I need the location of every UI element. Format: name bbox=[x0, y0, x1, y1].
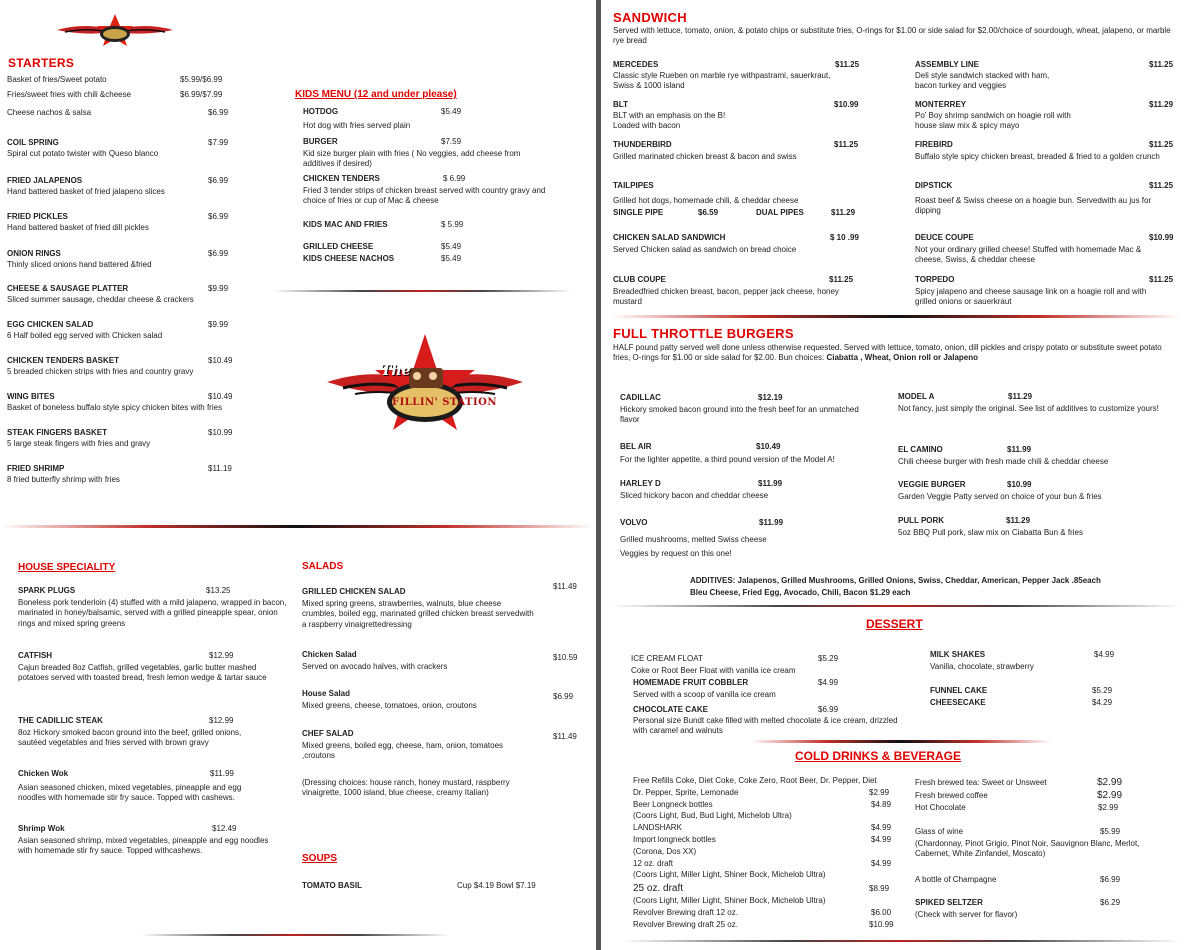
sandwich-right-price-0: $11.25 bbox=[1149, 60, 1174, 69]
dessert-right-price-1: $5.29 bbox=[1092, 686, 1113, 695]
drink-right-price-1: $2.99 bbox=[1097, 790, 1123, 801]
drink-right-price-6: $6.29 bbox=[1100, 898, 1121, 907]
house-desc-3: Asian seasoned chicken, mixed vegetables, pineapple and egg noodles with homemade stir fry sauce. Topped with cashews. bbox=[18, 783, 242, 803]
kids-name-1: BURGER bbox=[303, 137, 338, 146]
burger-right-desc-3: 5oz BBQ Pull pork, slaw mix on Ciabatta Bun & fries bbox=[898, 528, 1083, 537]
starter-price-9: $10.49 bbox=[208, 356, 233, 365]
drink-left-price-9: $8.99 bbox=[869, 884, 890, 894]
dessert-right-price-2: $4.29 bbox=[1092, 698, 1113, 707]
starter-desc-6: Thinly sliced onions hand battered &fried bbox=[7, 260, 152, 269]
drink-right-text-2: Hot Chocolate bbox=[915, 803, 966, 812]
burger-right-price-2: $10.99 bbox=[1007, 480, 1032, 489]
sandwich-right-desc-3: Roast beef & Swiss cheese on a hoagie bun. Servedwith au jus for dipping bbox=[915, 196, 1152, 216]
drink-left-row bbox=[633, 882, 898, 896]
drink-left-text-8: (Coors Light, Miller Light, Shiner Bock, Michelob Ultra) bbox=[633, 870, 826, 880]
sandwich-left-desc-2: Grilled marinated chicken breast & bacon and swiss bbox=[613, 152, 797, 161]
soup-price: Cup $4.19 Bowl $7.19 bbox=[457, 881, 536, 890]
sandwich-right-name-0: ASSEMBLY LINE bbox=[915, 60, 980, 69]
sandwich-right-desc-1: Po' Boy shrimp sandwich on hoagie roll with house slaw mix & spicy mayo bbox=[915, 111, 1071, 131]
sandwich-right-name-3: DIPSTICK bbox=[915, 181, 953, 190]
drink-left-text-9: 25 oz. draft bbox=[633, 883, 684, 895]
burger-left-price-3: $11.99 bbox=[759, 518, 784, 527]
drink-left-text-10: (Coors Light, Miller Light, Shiner Bock, Michelob Ultra) bbox=[633, 896, 826, 906]
house-name-4: Shrimp Wok bbox=[18, 824, 65, 833]
starter-desc-10: Basket of boneless buffalo style spicy chicken bites with fries bbox=[7, 403, 223, 412]
drink-left-row bbox=[633, 920, 898, 933]
kids-desc-1: Kid size burger plain with fries ( No veggies, add cheese from additives if desired) bbox=[303, 149, 521, 169]
burger-right-price-3: $11.29 bbox=[1006, 516, 1031, 525]
logo-small bbox=[55, 12, 175, 48]
house-desc-1: Cajun breaded 8oz Catfish, grilled vegetables, garlic butter mashed potatoes served with toasted bread, fresh lemon wedge & tartar sauce bbox=[18, 663, 267, 683]
salad-price-3: $11.49 bbox=[553, 732, 577, 741]
drink-left-price-11: $6.00 bbox=[871, 907, 892, 917]
salad-desc-3: Mixed greens, boiled egg, cheese, ham, onion, tomatoes ,croutons bbox=[302, 741, 504, 761]
drink-left-row bbox=[633, 870, 898, 882]
burger-left-desc-3: Grilled mushrooms, melted Swiss cheese Veggies by request on this one! bbox=[620, 535, 767, 558]
drink-left-price-2: $4.89 bbox=[871, 799, 892, 809]
sandwich-right-name-2: FIREBIRD bbox=[915, 140, 953, 149]
starter-desc-8: 6 Half boiled egg served with Chicken salad bbox=[7, 331, 163, 340]
drink-left-text-6: (Corona, Dos XX) bbox=[633, 846, 697, 856]
bottom-divider-right bbox=[621, 940, 1181, 942]
drink-left-row bbox=[633, 788, 898, 800]
starter-name-0: Basket of fries/Sweet potato bbox=[7, 75, 107, 84]
logo-main bbox=[325, 330, 525, 455]
drinks-left-list bbox=[633, 776, 898, 933]
starter-name-8: EGG CHICKEN SALAD bbox=[7, 320, 94, 329]
divider-rule bbox=[272, 290, 572, 292]
drink-left-text-1: Dr. Pepper, Sprite, Lemonade bbox=[633, 787, 739, 797]
starter-price-0: $5.99/$6.99 bbox=[180, 75, 223, 84]
sandwich-right-price-4: $10.99 bbox=[1149, 233, 1174, 242]
drink-right-price-3: $5.99 bbox=[1100, 827, 1121, 836]
drink-left-row bbox=[633, 776, 898, 788]
sandwich-right-name-1: MONTERREY bbox=[915, 100, 967, 109]
starter-name-3: COIL SPRING bbox=[7, 138, 59, 147]
starter-price-4: $6.99 bbox=[208, 176, 229, 185]
starter-price-2: $6.99 bbox=[208, 108, 229, 117]
sandwich-left-price-2: $11.25 bbox=[834, 140, 859, 149]
sandwich-right-name-4: DEUCE COUPE bbox=[915, 233, 974, 242]
starter-desc-9: 5 breaded chicken strips with fries and country gravy bbox=[7, 367, 194, 376]
drink-left-row bbox=[633, 908, 898, 920]
salad-name-1: Chicken Salad bbox=[302, 650, 357, 659]
house-name-0: SPARK PLUGS bbox=[18, 586, 76, 595]
salad-price-0: $11.49 bbox=[553, 582, 577, 591]
sandwich-left-price-1: $10.99 bbox=[834, 100, 859, 109]
dessert-left-price-1: $4.99 bbox=[818, 678, 839, 687]
drink-left-row bbox=[633, 859, 898, 871]
kids-price-5: $5.49 bbox=[441, 254, 462, 263]
starter-desc-3: Spiral cut potato twister with Queso blanco bbox=[7, 149, 159, 158]
salad-price-1: $10.59 bbox=[553, 653, 578, 662]
sandwich-left-name-3: TAILPIPES bbox=[613, 181, 654, 190]
drinks-title: COLD DRINKS & BEVERAGE bbox=[795, 749, 962, 763]
sandwich-title: SANDWICH bbox=[613, 10, 687, 25]
sandwich-right-desc-4: Not your ordinary grilled cheese! Stuffed with homemade Mac & cheese, Swiss, & cheddar cheese bbox=[915, 245, 1142, 265]
starter-name-5: FRIED PICKLES bbox=[7, 212, 68, 221]
drink-right-price-0: $2.99 bbox=[1097, 777, 1123, 788]
burger-left-price-0: $12.19 bbox=[758, 393, 783, 402]
burger-left-desc-0: Hickory smoked bacon ground into the fresh beef for an unmatched flavor bbox=[620, 405, 859, 425]
burger-right-name-1: EL CAMINO bbox=[898, 445, 943, 454]
logo-main-line1: The bbox=[381, 363, 411, 379]
kids-name-4: GRILLED CHEESE bbox=[303, 242, 374, 251]
drink-left-price-7: $4.99 bbox=[871, 858, 892, 868]
drink-right-text-1: Fresh brewed coffee bbox=[915, 791, 988, 800]
kids-name-3: KIDS MAC AND FRIES bbox=[303, 220, 388, 229]
drink-right-price-2: $2.99 bbox=[1098, 803, 1119, 812]
starter-desc-12: 8 fried butterfly shrimp with fries bbox=[7, 475, 120, 484]
drink-left-text-2: Beer Longneck bottles bbox=[633, 799, 713, 809]
drink-left-price-12: $10.99 bbox=[869, 919, 894, 929]
salad-name-3: CHEF SALAD bbox=[302, 729, 354, 738]
house-price-3: $11.99 bbox=[210, 769, 234, 778]
soup-name: TOMATO BASIL bbox=[302, 881, 362, 890]
starter-name-11: STEAK FINGERS BASKET bbox=[7, 428, 108, 437]
menu-page-right bbox=[601, 0, 1200, 950]
drink-left-text-5: Import longneck bottles bbox=[633, 834, 716, 844]
dessert-right-name-2: CHEESECAKE bbox=[930, 698, 986, 707]
logo-main-icon bbox=[325, 330, 525, 455]
sandwich-left-desc-4: Served Chicken salad as sandwich on bread choice bbox=[613, 245, 797, 254]
sandwich-left-desc-5: Breadedfried chicken breast, bacon, pepper jack cheese, honey mustard bbox=[613, 287, 839, 307]
drink-left-row bbox=[633, 896, 898, 908]
dessert-title: DESSERT bbox=[866, 617, 923, 631]
sandwich-left-name-5: CLUB COUPE bbox=[613, 275, 666, 284]
starter-name-6: ONION RINGS bbox=[7, 249, 61, 258]
drink-left-text-0: Free Refills Coke, Diet Coke, Coke Zero, Root Beer, Dr. Pepper, Diet bbox=[633, 776, 877, 785]
burger-right-desc-2: Garden Veggie Patty served on choice of your bun & fries bbox=[898, 492, 1102, 501]
burger-additives-2: Bleu Cheese, Fried Egg, Avocado, Chili, Bacon $1.29 each bbox=[690, 588, 911, 597]
starter-price-10: $10.49 bbox=[208, 392, 233, 401]
burger-left-name-1: BEL AIR bbox=[620, 442, 652, 451]
starter-desc-7: Sliced summer sausage, cheddar cheese & crackers bbox=[7, 295, 194, 304]
drink-right-price-5: $6.99 bbox=[1100, 875, 1121, 884]
drink-right-text-4: (Chardonnay, Pinot Grigio, Pinot Noir, Sauvignon Blanc, Merlot, Cabernet, White Zinfandel, Moscato) bbox=[915, 839, 1140, 859]
burger-right-desc-1: Chili cheese burger with fresh made chili & cheddar cheese bbox=[898, 457, 1109, 466]
burger-left-price-2: $11.99 bbox=[758, 479, 783, 488]
sandwich-right-name-5: TORPEDO bbox=[915, 275, 955, 284]
sandwich-left-price-5: $11.25 bbox=[829, 275, 854, 284]
dessert-divider bbox=[751, 740, 1051, 743]
starters-title: STARTERS bbox=[8, 56, 75, 70]
sandwich-right-price-1: $11.29 bbox=[1149, 100, 1174, 109]
house-price-1: $12.99 bbox=[209, 651, 234, 660]
menu-page-left bbox=[0, 0, 594, 950]
starter-price-6: $6.99 bbox=[208, 249, 229, 258]
salad-desc-1: Served on avocado halves, with crackers bbox=[302, 662, 448, 671]
burgers-intro bbox=[613, 343, 1178, 364]
starter-name-9: CHICKEN TENDERS BASKET bbox=[7, 356, 120, 365]
sandwich-right-price-3: $11.25 bbox=[1149, 181, 1174, 190]
drink-right-text-0: Fresh brewed tea: Sweet or Unsweet bbox=[915, 778, 1047, 787]
house-desc-4: Asian seasoned shrimp, mixed vegetables, pineapple and egg noodles with homemade stir fry sauce. Topped withcashews. bbox=[18, 836, 269, 856]
burger-right-name-3: PULL PORK bbox=[898, 516, 945, 525]
drink-left-text-4: LANDSHARK bbox=[633, 823, 682, 833]
burger-right-price-0: $11.29 bbox=[1008, 392, 1033, 401]
sandwich-right-price-5: $11.25 bbox=[1149, 275, 1174, 284]
drink-left-row bbox=[633, 847, 898, 859]
kids-price-0: $5.49 bbox=[441, 107, 462, 116]
sandwich-divider bbox=[611, 315, 1181, 318]
kids-desc-0: Hot dog with fries served plain bbox=[303, 121, 411, 130]
salad-name-2: House Salad bbox=[302, 689, 351, 698]
drink-left-row bbox=[633, 811, 898, 823]
kids-name-2: CHICKEN TENDERS bbox=[303, 174, 380, 183]
kids-price-1: $7.59 bbox=[441, 137, 462, 146]
sandwich-left-desc-1: BLT with an emphasis on the B! Loaded with bacon bbox=[613, 111, 726, 131]
kids-title: KIDS MENU (12 and under please) bbox=[295, 89, 457, 100]
dessert-right-price-0: $4.99 bbox=[1094, 650, 1115, 659]
salad-name-0: GRILLED CHICKEN SALAD bbox=[302, 587, 406, 596]
burger-left-price-1: $10.49 bbox=[756, 442, 781, 451]
sandwich-left-desc-0: Classic style Rueben on marble rye withpastrami, sauerkraut, Swiss & 1000 island bbox=[613, 71, 831, 91]
section-divider bbox=[0, 525, 594, 528]
sandwich-right-desc-2: Buffalo style spicy chicken breast, breaded & fried to a golden crunch bbox=[915, 152, 1160, 161]
house-price-0: $13.25 bbox=[206, 586, 231, 595]
drink-right-text-6: SPIKED SELTZER bbox=[915, 898, 983, 907]
drink-right-text-7: (Check with server for flavor) bbox=[915, 910, 1018, 919]
burger-left-name-0: CADILLAC bbox=[620, 393, 661, 402]
starter-name-1: Fries/sweet fries with chili &cheese bbox=[7, 90, 132, 99]
house-name-1: CATFISH bbox=[18, 651, 53, 660]
starter-desc-11: 5 large steak fingers with fries and gravy bbox=[7, 439, 151, 448]
starter-price-7: $9.99 bbox=[208, 284, 229, 293]
drink-left-price-5: $4.99 bbox=[871, 834, 892, 844]
sandwich-left-name-1: BLT bbox=[613, 100, 628, 109]
salad-dressing-choices: (Dressing choices: house ranch, honey mustard, raspberry vinaigrette, 1000 island, blue cheese, creamy Italian) bbox=[302, 778, 510, 798]
tailpipes-single-price: $6.59 bbox=[698, 208, 719, 217]
starter-price-3: $7.99 bbox=[208, 138, 229, 147]
drink-left-price-4: $4.99 bbox=[871, 823, 892, 833]
burger-divider bbox=[611, 605, 1181, 607]
sandwich-right-desc-5: Spicy jalapeno and cheese sausage link on a hoagie roll and with grilled onions or sauerkraut bbox=[915, 287, 1147, 307]
dessert-left-name-1: HOMEMADE FRUIT COBBLER bbox=[633, 678, 749, 687]
kids-name-5: KIDS CHEESE NACHOS bbox=[303, 254, 395, 263]
dessert-left-name-0: ICE CREAM FLOAT bbox=[631, 654, 703, 663]
sandwich-left-name-4: CHICKEN SALAD SANDWICH bbox=[613, 233, 726, 242]
starter-price-12: $11.19 bbox=[208, 464, 232, 473]
house-desc-2: 8oz Hickory smoked bacon ground into the beef, grilled onions, sautéed vegetables and fries served with brown gravy bbox=[18, 728, 242, 748]
dessert-right-name-0: MILK SHAKES bbox=[930, 650, 986, 659]
house-name-2: THE CADILLIC STEAK bbox=[18, 716, 103, 725]
logo-main-line2: FILLIN' STATION bbox=[392, 397, 497, 408]
dessert-left-name-2: CHOCOLATE CAKE bbox=[633, 705, 708, 714]
sandwich-right-price-2: $11.25 bbox=[1149, 140, 1174, 149]
burgers-title: FULL THROTTLE BURGERS bbox=[613, 326, 794, 341]
dessert-right-desc-0: Vanilla, chocolate, strawberry bbox=[930, 662, 1034, 671]
dessert-left-desc-1: Served with a scoop of vanilla ice cream bbox=[633, 690, 776, 699]
starter-name-12: FRIED SHRIMP bbox=[7, 464, 65, 473]
tailpipes-single: SINGLE PIPE bbox=[613, 208, 664, 217]
burger-right-name-2: VEGGIE BURGER bbox=[898, 480, 966, 489]
tailpipes-dual: DUAL PIPES bbox=[756, 208, 804, 217]
sandwich-intro: Served with lettuce, tomato, onion, & potato chips or substitute fries, O-rings for $1.00 or side salad for $2.00/choice of sourdough, wheat, jalapeno, or marble rye bread bbox=[613, 26, 1171, 46]
starter-name-10: WING BITES bbox=[7, 392, 55, 401]
starter-name-2: Cheese nachos & salsa bbox=[7, 108, 92, 117]
house-desc-0: Boneless pork tenderloin (4) stuffed with a mild jalapeno, wrapped in bacon, marinated in honey/balsamic, served with a grilled pineapple spear, onion rings and mixed spring greens bbox=[18, 598, 287, 628]
salads-title: SALADS bbox=[302, 561, 344, 572]
starter-price-8: $9.99 bbox=[208, 320, 229, 329]
drink-left-row bbox=[633, 823, 898, 835]
drink-left-text-12: Revolver Brewing draft 25 oz. bbox=[633, 919, 738, 929]
tailpipes-dual-price: $11.29 bbox=[831, 208, 856, 217]
burger-left-name-3: VOLVO bbox=[620, 518, 648, 527]
drink-right-text-3: Glass of wine bbox=[915, 827, 964, 836]
starter-desc-4: Hand battered basket of fried jalapeno slices bbox=[7, 187, 165, 196]
sandwich-right-desc-0: Deli style sandwich stacked with ham, bacon turkey and veggies bbox=[915, 71, 1050, 91]
drink-left-row bbox=[633, 835, 898, 847]
house-name-3: Chicken Wok bbox=[18, 769, 69, 778]
starter-name-4: FRIED JALAPENOS bbox=[7, 176, 83, 185]
sandwich-left-desc-3: Grilled hot dogs, homemade chili, & cheddar cheese bbox=[613, 196, 799, 205]
starter-desc-5: Hand battered basket of fried dill pickles bbox=[7, 223, 149, 232]
starter-price-5: $6.99 bbox=[208, 212, 229, 221]
kids-price-2: $ 6.99 bbox=[443, 174, 466, 183]
soups-title: SOUPS bbox=[302, 853, 338, 864]
starter-name-7: CHEESE & SAUSAGE PLATTER bbox=[7, 284, 129, 293]
burgers-intro-text: HALF pound patty served well done unless otherwise requested. Served with lettuce, tomato, onion, dill pickles and crispy potato or substitute sweet potato fries, O-rings for $1.00 or side salad for $2.00. Bun choices: bbox=[613, 343, 1162, 363]
burger-additives-1: ADDITIVES: Jalapenos, Grilled Mushrooms, Grilled Onions, Swiss, Cheddar, American, Pepper Jack .85each bbox=[690, 576, 1101, 585]
starter-price-11: $10.99 bbox=[208, 428, 233, 437]
burger-left-desc-1: For the lighter appetite, a third pound version of the Model A! bbox=[620, 455, 835, 464]
kids-price-4: $5.49 bbox=[441, 242, 462, 251]
kids-name-0: HOTDOG bbox=[303, 107, 339, 116]
drink-right-text-5: A bottle of Champagne bbox=[915, 875, 997, 884]
burger-right-name-0: MODEL A bbox=[898, 392, 935, 401]
drink-left-text-3: (Coors Light, Bud, Bud Light, Michelob Ultra) bbox=[633, 811, 792, 821]
kids-price-3: $ 5.99 bbox=[441, 220, 464, 229]
dessert-left-desc-0: Coke or Root Beer Float with vanilla ice cream bbox=[631, 666, 796, 675]
starter-price-1: $6.99/$7.99 bbox=[180, 90, 223, 99]
house-price-4: $12.49 bbox=[212, 824, 237, 833]
burger-left-name-2: HARLEY D bbox=[620, 479, 661, 488]
house-title: HOUSE SPECIALITY bbox=[18, 562, 116, 573]
sandwich-left-name-2: THUNDERBIRD bbox=[613, 140, 672, 149]
sandwich-left-name-0: MERCEDES bbox=[613, 60, 659, 69]
dessert-left-price-0: $5.29 bbox=[818, 654, 839, 663]
drink-left-text-11: Revolver Brewing draft 12 oz. bbox=[633, 907, 738, 917]
drink-left-row bbox=[633, 800, 898, 812]
drink-left-price-1: $2.99 bbox=[869, 787, 890, 797]
burger-right-price-1: $11.99 bbox=[1007, 445, 1032, 454]
house-price-2: $12.99 bbox=[209, 716, 234, 725]
kids-desc-2: Fried 3 tender strips of chicken breast served with country gravy and choice of fries or cup of Mac & cheese bbox=[303, 186, 546, 206]
burger-left-desc-2: Sliced hickory bacon and cheddar cheese bbox=[620, 491, 769, 500]
salad-desc-0: Mixed spring greens, strawberries, walnuts, blue cheese crumbles, boiled egg, marinated grilled chicken breast servedwith a raspberry vinaigrettedressing bbox=[302, 599, 534, 629]
burger-right-desc-0: Not fancy, just simply the original. See list of additives to customize yours! bbox=[898, 404, 1159, 413]
drink-left-text-7: 12 oz. draft bbox=[633, 858, 674, 868]
burgers-bun-choices: Ciabatta , Wheat, Onion roll or Jalapeno bbox=[826, 353, 979, 363]
logo-small-icon bbox=[55, 12, 175, 48]
dessert-right-name-1: FUNNEL CAKE bbox=[930, 686, 988, 695]
salad-desc-2: Mixed greens, cheese, tomatoes, onion, croutons bbox=[302, 701, 477, 710]
salad-price-2: $6.99 bbox=[553, 692, 574, 701]
bottom-divider-left bbox=[140, 934, 450, 936]
sandwich-left-price-4: $ 10 .99 bbox=[830, 233, 859, 242]
sandwich-left-price-0: $11.25 bbox=[835, 60, 860, 69]
dessert-left-desc-2: Personal size Bundt cake filled with melted chocolate & ice cream, drizzled with caramel and walnuts bbox=[633, 716, 898, 736]
dessert-left-price-2: $6.99 bbox=[818, 705, 839, 714]
